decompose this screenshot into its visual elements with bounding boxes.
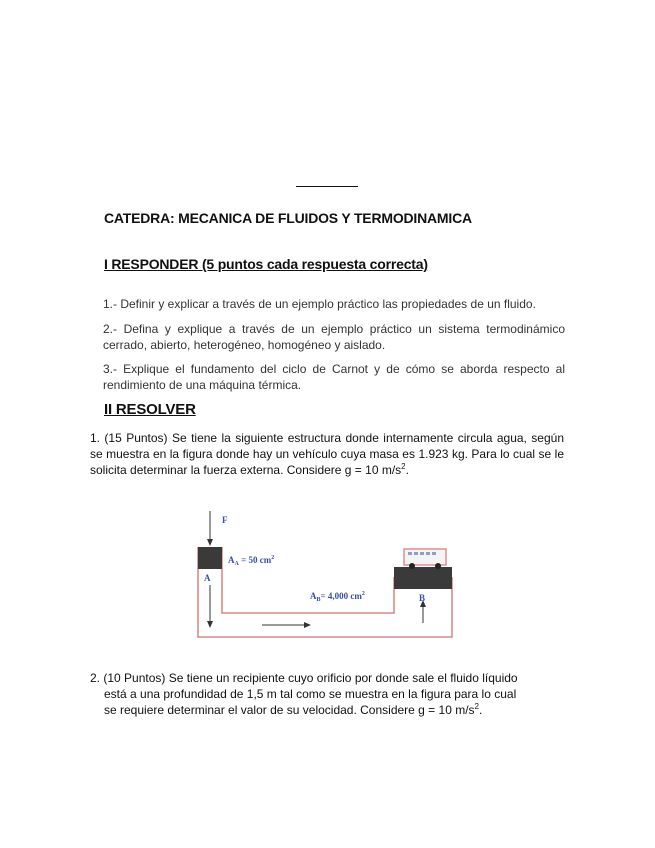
point-b-label: B <box>419 593 426 603</box>
question-3: 3.- Explique el fundamento del ciclo de Carnot y de cómo se aborda respecto al rendimiento de una máquina térmica. <box>103 362 565 392</box>
question-1: 1.- Definir y explicar a través de un ejemplo práctico las propiedades de un fluido. <box>103 297 536 311</box>
hydraulic-press-figure <box>188 505 456 645</box>
area-a-label: $A_A = 50$ $cm^2$ <box>228 555 275 567</box>
point-a-label: A <box>204 573 211 583</box>
catedra-heading: CATEDRA: MECANICA DE FLUIDOS Y TERMODINAMICA <box>104 210 472 226</box>
question-2: 2.- Defina y explique a través de un ejemplo práctico un sistema termodinámico cerrado, abierto, heterogéneo, homogéneo y aislado. <box>103 322 565 352</box>
force-label: F <box>222 515 228 525</box>
section-resolver-title: II RESOLVER <box>104 401 196 418</box>
vehicle-icon <box>404 549 446 569</box>
section-responder-title: I RESPONDER (5 puntos cada respuesta correcta) <box>104 256 428 272</box>
problem-1-text: 1. (15 Puntos) Se tiene la siguiente estructura donde internamente circula agua, según se muestra en la figura donde hay un vehículo cuya masa es 1.923 kg. Para lo cual se le solicita determinar la fuerza externa. Considere g = 10 $m/s^2$. <box>90 431 564 477</box>
area-b-label: $A_B= 4,000$ $cm^2$ <box>310 591 365 603</box>
problem-2-text: 2. (10 Puntos) Se tiene un recipiente cuyo orificio por donde sale el fluido líquido está a una profundidad de 1,5 m tal como se muestra en la figura para lo cual se requiere determinar el valor de su velocidad. Considere g = 10 $m/s^2$. <box>90 671 518 717</box>
title-underline-rule <box>296 186 358 187</box>
